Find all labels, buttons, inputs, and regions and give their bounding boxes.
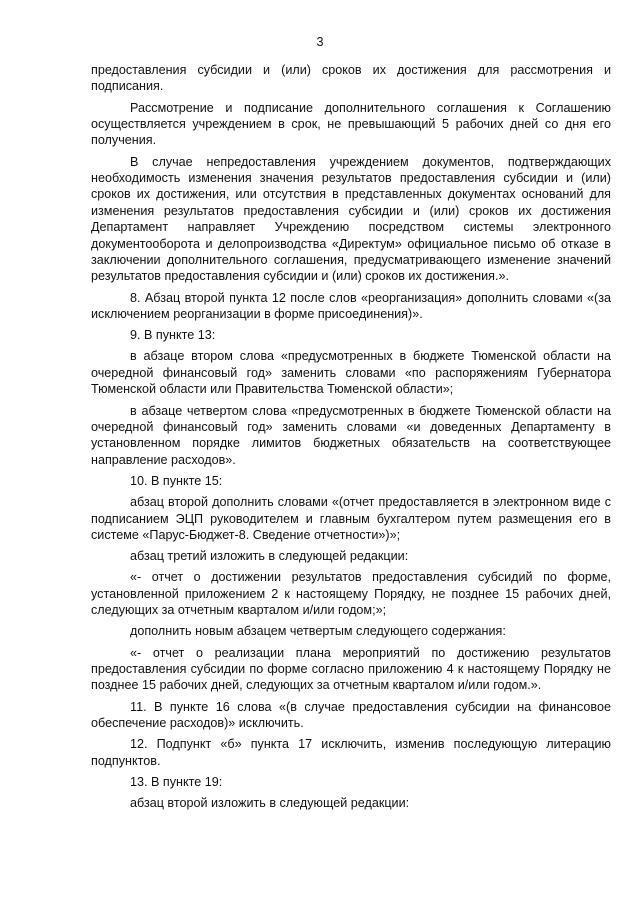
- paragraph-13: «- отчет о реализации плана мероприятий по достижению результатов предоставления субсидии по форме согласно приложению 4 к настоящему Порядку не позднее 15 рабочих дней, следующих за отчетным кварталом и/или годом.».: [91, 645, 611, 693]
- paragraph-8: 10. В пункте 15:: [130, 473, 223, 488]
- paragraph-12: дополнить новым абзацем четвертым следующего содержания:: [130, 624, 506, 639]
- paragraph-3: В случае непредоставления учреждением документов, подтверждающих необходимость изменения значения результатов предоставления субсидии и (или) сроков их достижения, или отсутствия в представленных документах оснований для изменения результатов предоставления субсидии и (или) сроков их достижения Департамент направляет Учреждению посредством системы электронного документооборота и делопроизводства «Директум» официальное письмо об отказе в заключении дополнительного соглашения, предусматривающего изменение значений результатов предоставления субсидии и (или) сроков их достижения.».: [91, 154, 611, 284]
- paragraph-4: 8. Абзац второй пункта 12 после слов «реорганизация» дополнить словами «(за исключением реорганизации в форме присоединения)».: [91, 290, 611, 322]
- page-number: 3: [316, 35, 324, 49]
- paragraph-6: в абзаце втором слова «предусмотренных в бюджете Тюменской области на очередной финансовый год» заменить словами «по распоряжениям Губернатора Тюменской области или Правительства Тюменской области»;: [91, 349, 611, 397]
- paragraph-14: 11. В пункте 16 слова «(в случае предоставления субсидии на финансовое обеспечение расходов)» исключить.: [91, 699, 611, 730]
- paragraph-10: абзац третий изложить в следующей редакции:: [130, 549, 409, 564]
- paragraph-17: абзац второй изложить в следующей редакции:: [130, 796, 410, 810]
- document-body: [91, 62, 611, 811]
- paragraph-5: 9. В пункте 13:: [130, 328, 216, 343]
- paragraph-9: абзац второй дополнить словами «(отчет предоставляется в электронном виде с подписанием ЭЦП руководителем и главным бухгалтером путем размещения его в системе «Парус-Бюджет-8. Сведение отчетности»)»;: [91, 495, 611, 542]
- paragraph-11: «- отчет о достижении результатов предоставления субсидий по форме, установленной приложением 2 к настоящему Порядку, не позднее 15 рабочих дней, следующих за отчетным кварталом и/или годом;»;: [91, 570, 611, 618]
- paragraph-16: 13. В пункте 19:: [130, 774, 223, 789]
- paragraph-15: 12. Подпункт «б» пункта 17 исключить, изменив последующую литерацию подпунктов.: [91, 737, 611, 768]
- paragraph-1: предоставления субсидии и (или) сроков их достижения для рассмотрения и подписания.: [91, 63, 611, 94]
- paragraph-7: в абзаце четвертом слова «предусмотренных в бюджете Тюменской области на очередной финансовый год» заменить словами «и доведенных Департаменту в установленном порядке лимитов бюджетных обязательств на соответствующее направление расходов».: [91, 403, 611, 467]
- paragraph-2: Рассмотрение и подписание дополнительного соглашения к Соглашению осуществляется учреждением в срок, не превышающий 5 рабочих дней со дня его получения.: [91, 100, 611, 148]
